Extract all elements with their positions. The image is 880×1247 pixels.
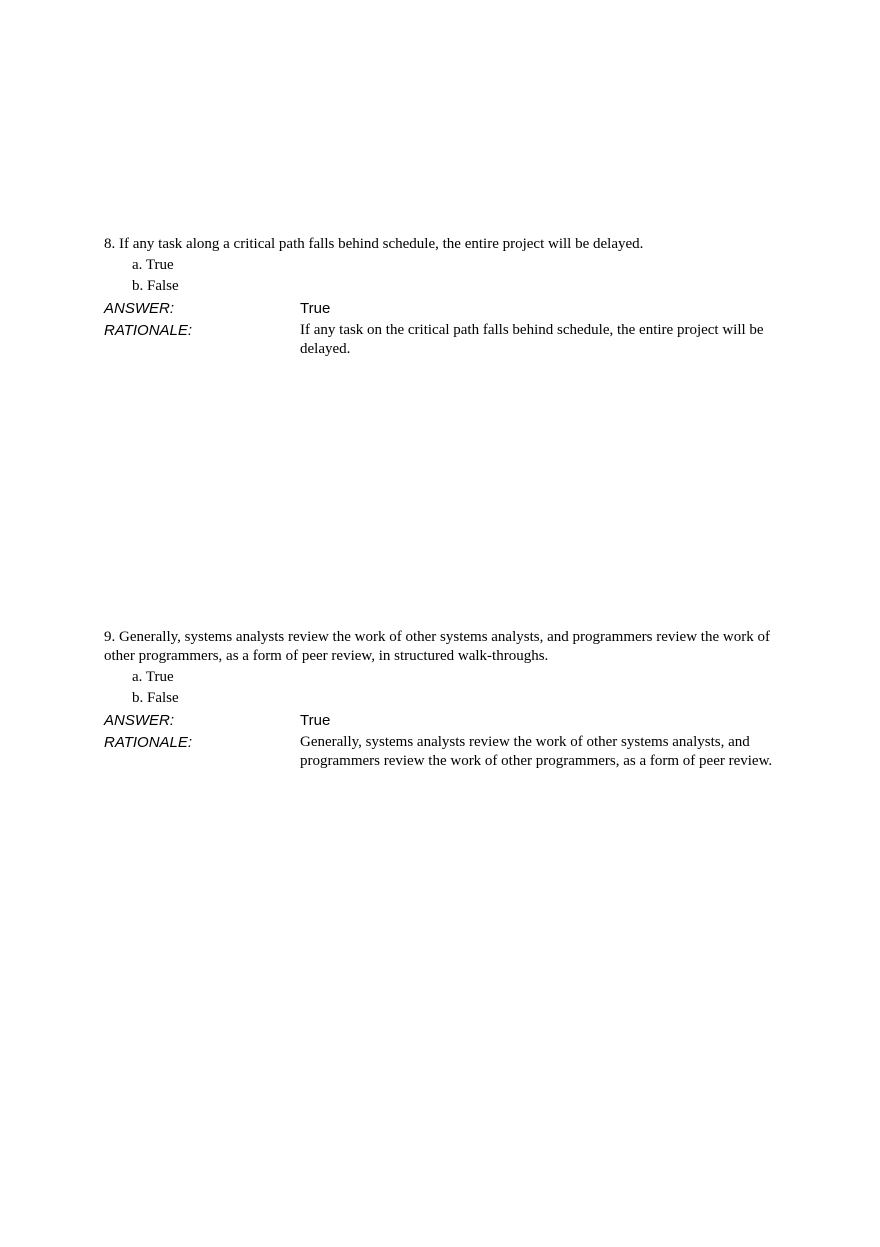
answer-value: True xyxy=(300,300,331,317)
option-a: a. True xyxy=(132,257,174,273)
question-9 xyxy=(104,628,784,771)
question-stem: 8. If any task along a critical path falls behind schedule, the entire project will be delayed. xyxy=(104,236,644,252)
rationale-text: If any task on the critical path falls behind schedule, the entire project will be delayed. xyxy=(300,322,764,357)
rationale-row xyxy=(104,321,784,359)
answer-label: ANSWER: xyxy=(104,712,175,729)
answer-label: ANSWER: xyxy=(104,300,175,317)
rationale-row xyxy=(104,733,784,771)
answer-row xyxy=(104,299,784,318)
answer-value: True xyxy=(300,712,331,729)
option-b: b. False xyxy=(132,278,179,294)
option-a: a. True xyxy=(132,669,174,685)
rationale-label: RATIONALE: xyxy=(104,322,193,339)
question-8 xyxy=(104,235,784,359)
answer-row xyxy=(104,711,784,730)
rationale-label: RATIONALE: xyxy=(104,734,193,751)
option-b: b. False xyxy=(132,690,179,706)
question-stem: 9. Generally, systems analysts review the work of other systems analysts, and programmers review the work of other programmers, as a form of peer review, in structured walk-throughs. xyxy=(104,629,770,664)
rationale-text: Generally, systems analysts review the work of other systems analysts, and programmers review the work of other programmers, as a form of peer review. xyxy=(300,734,773,769)
